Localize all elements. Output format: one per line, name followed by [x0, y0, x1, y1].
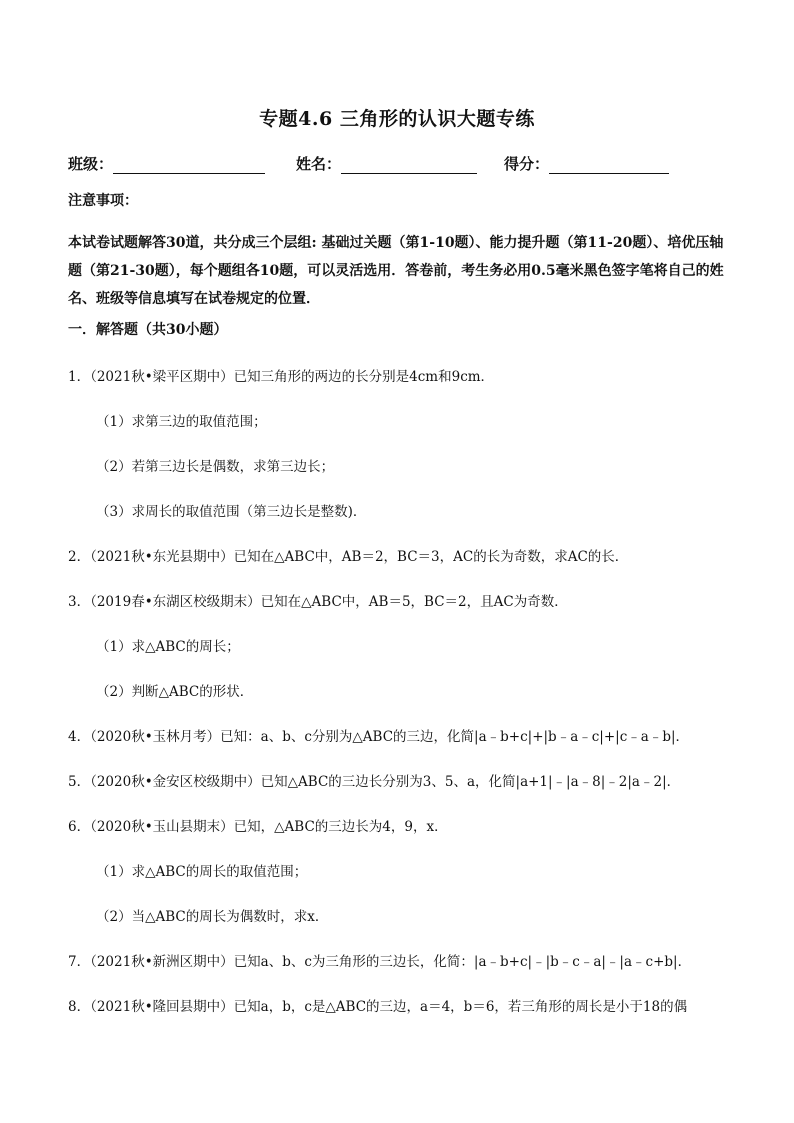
question-3-part-2: （2）判断△ABC的形状． [96, 684, 254, 700]
question-1-part-2: （2）若第三边长是偶数，求第三边长； [96, 459, 335, 475]
question-3: 3．（2019春•东湖区校级期末）已知在△ABC中，AB＝5，BC＝2，且AC为奇数． [68, 594, 568, 610]
question-1-part-3: （3）求周长的取值范围（第三边长是整数)． [96, 504, 367, 520]
question-4: 4．（2020秋•玉林月考）已知：a、b、c分别为△ABC的三边，化简|a﹣b+c|+|b﹣a﹣c|+|c﹣a﹣b|． [68, 729, 690, 745]
class-field [68, 153, 265, 174]
student-info-row [68, 153, 728, 175]
question-5: 5．（2020秋•金安区校级期中）已知△ABC的三边长分别为3、5、a，化简|a+1|﹣|a﹣8|﹣2|a﹣2|． [68, 774, 681, 790]
question-6-part-1: （1）求△ABC的周长的取值范围； [96, 864, 308, 880]
name-label: 姓名： [296, 155, 342, 173]
notice-line: 名、班级等信息填写在试卷规定的位置． [68, 291, 320, 307]
class-label: 班级： [68, 155, 114, 173]
notice-paragraph [68, 229, 728, 313]
question-2: 2．（2021秋•东光县期中）已知在△ABC中，AB＝2，BC＝3，AC的长为奇数，求AC的长． [68, 549, 629, 565]
score-label: 得分： [504, 155, 550, 173]
question-1: 1．（2021秋•梁平区期中）已知三角形的两边的长分别是4cm和9cm． [68, 369, 495, 385]
question-3-part-1: （1）求△ABC的周长； [96, 639, 240, 655]
notice-line: 本试卷试题解答30道，共分成三个层组: 基础过关题（第1-10题）、能力提升题（第11-20题）、培优压轴 [68, 235, 724, 251]
question-6: 6．（2020秋•玉山县期末）已知，△ABC的三边长为4，9，x． [68, 819, 448, 835]
score-blank[interactable] [549, 157, 669, 174]
question-6-part-2: （2）当△ABC的周长为偶数时，求x． [96, 909, 329, 925]
name-blank[interactable] [341, 157, 477, 174]
page-title: 专题4.6 三角形的认识大题专练 [259, 108, 535, 130]
notice-heading: 注意事项： [68, 193, 138, 209]
question-1-part-1: （1）求第三边的取值范围； [96, 414, 267, 430]
class-blank[interactable] [113, 157, 265, 174]
question-8: 8．（2021秋•隆回县期中）已知a，b，c是△ABC的三边，a＝4，b＝6，若三角形的周长是小于18的偶 [68, 999, 688, 1015]
section-heading: 一．解答题（共30小题） [68, 322, 228, 338]
question-7: 7．（2021秋•新洲区期中）已知a、b、c为三角形的三边长，化简：|a﹣b+c|﹣|b﹣c﹣a|﹣|a﹣c+b|． [68, 954, 692, 970]
notice-line: 题（第21-30题），每个题组各10题，可以灵活选用．答卷前，考生务必用0.5毫米黑色签字笔将自己的姓 [68, 263, 724, 279]
score-field [504, 153, 669, 174]
name-field [296, 153, 477, 174]
